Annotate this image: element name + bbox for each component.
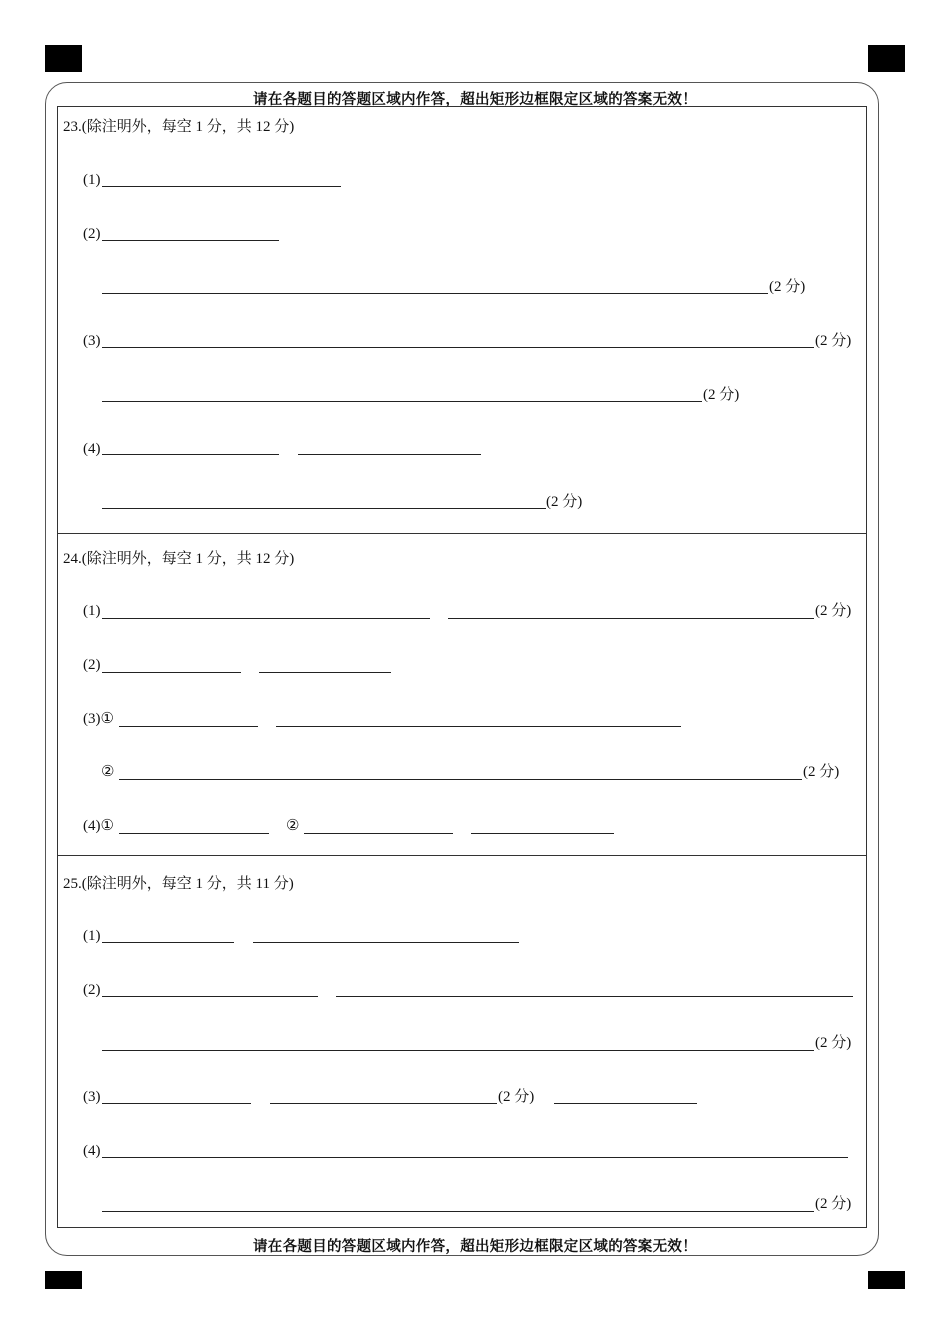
q25-points-c: (2 分)	[815, 1196, 852, 1212]
registration-mark-top-right	[868, 45, 905, 72]
q24-points-a: (2 分)	[815, 603, 852, 619]
registration-mark-bottom-right	[868, 1271, 905, 1289]
q24-part-1-blank-2[interactable]	[448, 618, 814, 619]
question-23-box	[57, 106, 867, 534]
q23-part-4-long-blank[interactable]	[102, 508, 546, 509]
question-25-box	[57, 855, 867, 1228]
q24-part-1-label: (1)	[83, 603, 101, 619]
question-24-box	[57, 533, 867, 856]
q25-part-4-long-blank[interactable]	[102, 1211, 814, 1212]
q25-part-3-blank-1[interactable]	[102, 1103, 251, 1104]
q23-points-c: (2 分)	[703, 387, 740, 403]
q25-points-b: (2 分)	[498, 1089, 535, 1105]
q24-part-4-blank-1[interactable]	[119, 833, 269, 834]
top-instruction-banner: 请在各题目的答题区域内作答，超出矩形边框限定区域的答案无效！	[253, 92, 697, 108]
q25-part-2-long-blank[interactable]	[102, 1050, 814, 1051]
q24-part-1-blank-1[interactable]	[102, 618, 430, 619]
q25-part-2-blank-2[interactable]	[336, 996, 853, 997]
q23-part-3-blank[interactable]	[102, 347, 814, 348]
q25-part-2-blank-1[interactable]	[102, 996, 318, 997]
q23-part-2-label: (2)	[83, 226, 101, 242]
q24-part-3-sub-2-label: ②	[101, 764, 115, 780]
q25-part-4-blank[interactable]	[102, 1157, 848, 1158]
q24-part-2-label: (2)	[83, 657, 101, 673]
q23-part-2-long-blank[interactable]	[102, 293, 768, 294]
question-24-header: 24.(除注明外，每空 1 分，共 12 分)	[63, 551, 295, 567]
q23-part-1-label: (1)	[83, 172, 101, 188]
q24-part-2-blank-1[interactable]	[102, 672, 241, 673]
question-23-header: 23.(除注明外，每空 1 分，共 12 分)	[63, 119, 295, 135]
q24-part-4-blank-3[interactable]	[471, 833, 614, 834]
q24-points-b: (2 分)	[803, 764, 840, 780]
q25-points-a: (2 分)	[815, 1035, 852, 1051]
bottom-instruction-banner: 请在各题目的答题区域内作答，超出矩形边框限定区域的答案无效！	[253, 1239, 697, 1255]
q23-part-4-label: (4)	[83, 441, 101, 457]
q24-part-4-sub-2-label: ②	[286, 818, 300, 834]
q23-part-1-blank[interactable]	[102, 186, 341, 187]
q23-points-b: (2 分)	[815, 333, 852, 349]
q25-part-3-blank-2[interactable]	[270, 1103, 497, 1104]
q23-points-d: (2 分)	[546, 494, 583, 510]
q25-part-4-label: (4)	[83, 1143, 101, 1159]
q23-part-4-blank-2[interactable]	[298, 454, 481, 455]
q23-part-3-second-blank[interactable]	[102, 401, 702, 402]
q25-part-3-label: (3)	[83, 1089, 101, 1105]
q24-part-4-label: (4)①	[83, 818, 114, 834]
q24-part-2-blank-2[interactable]	[259, 672, 391, 673]
q25-part-2-label: (2)	[83, 982, 101, 998]
q24-part-3-blank-1[interactable]	[119, 726, 258, 727]
q25-part-1-blank-2[interactable]	[253, 942, 519, 943]
q23-part-2-blank[interactable]	[102, 240, 279, 241]
q24-part-3-sub-2-blank[interactable]	[119, 779, 802, 780]
q24-part-3-blank-2[interactable]	[276, 726, 681, 727]
q23-points-a: (2 分)	[769, 279, 806, 295]
q25-part-3-blank-3[interactable]	[554, 1103, 697, 1104]
question-25-header: 25.(除注明外，每空 1 分，共 11 分)	[63, 876, 294, 892]
q25-part-1-label: (1)	[83, 928, 101, 944]
q23-part-3-label: (3)	[83, 333, 101, 349]
registration-mark-bottom-left	[45, 1271, 82, 1289]
q25-part-1-blank-1[interactable]	[102, 942, 234, 943]
q24-part-3-label: (3)①	[83, 711, 114, 727]
registration-mark-top-left	[45, 45, 82, 72]
q23-part-4-blank-1[interactable]	[102, 454, 279, 455]
q24-part-4-blank-2[interactable]	[304, 833, 453, 834]
